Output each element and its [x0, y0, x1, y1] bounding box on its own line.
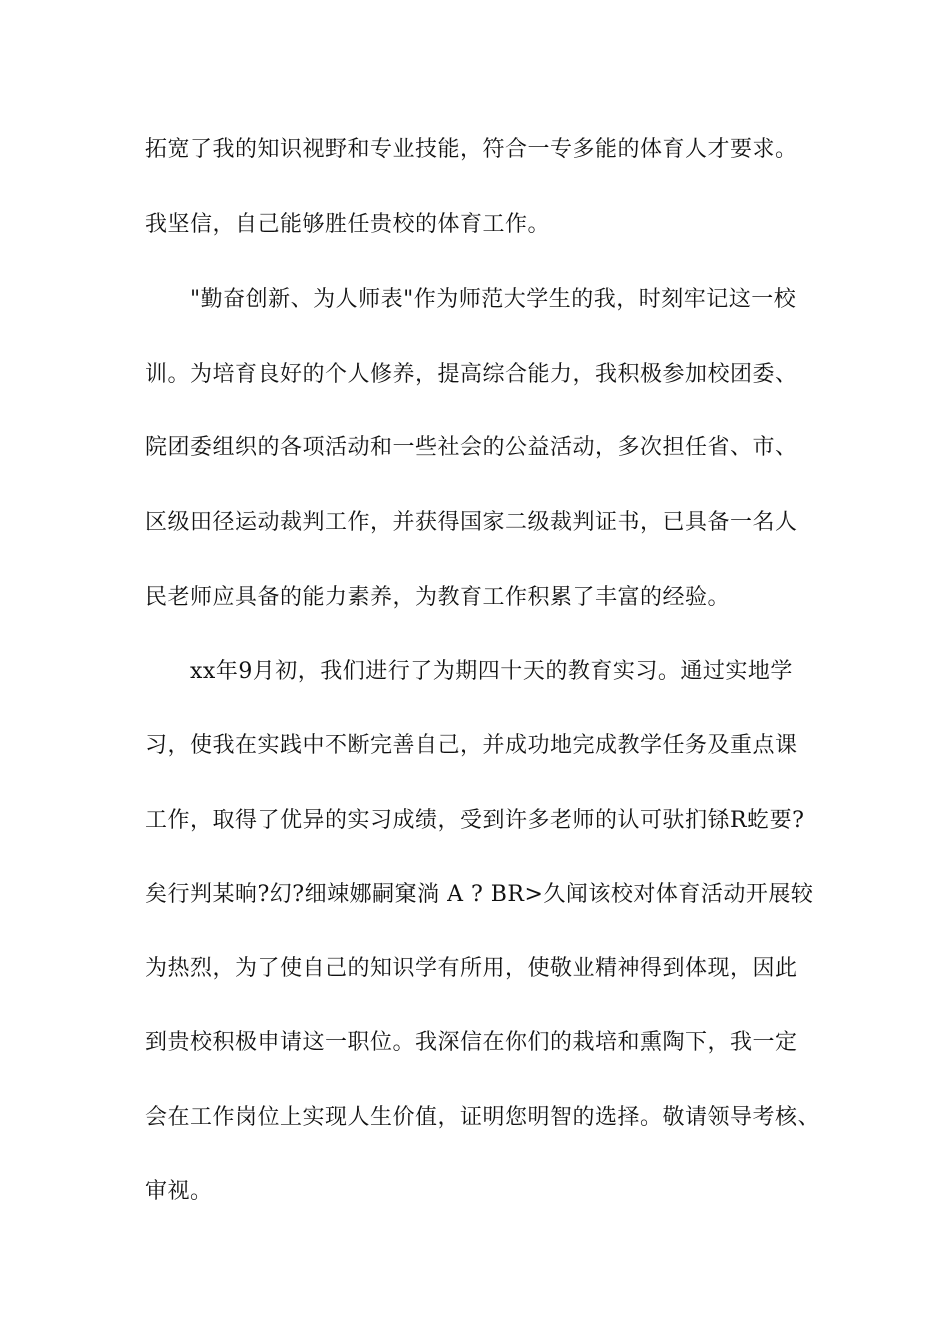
text-line: 训。为培育良好的个人修养，提高综合能力，我积极参加校团委、 [145, 362, 798, 387]
text-line: 习，使我在实践中不断完善自己，并成功地完成教学任务及重点课 [145, 733, 798, 758]
text-line: 工作，取得了优异的实习成绩，受到许多老师的认可驮扪铩R虼要? [145, 808, 805, 833]
text-line: 民老师应具备的能力素养，为教育工作积累了丰富的经验。 [145, 585, 731, 610]
text-line: 区级田径运动裁判工作，并获得国家二级裁判证书，已具备一名人 [145, 510, 798, 535]
paragraph-start-line: xx年9月初，我们进行了为期四十天的教育实习。通过实地学 [190, 659, 793, 684]
text-line: 到贵校积极申请这一职位。我深信在你们的栽培和熏陶下，我一定 [145, 1030, 798, 1055]
text-line: 我坚信，自己能够胜任贵校的体育工作。 [145, 212, 551, 237]
text-line: 审视。 [145, 1179, 213, 1204]
text-line: 为热烈，为了使自己的知识学有所用，使敬业精神得到体现，因此 [145, 956, 798, 981]
text-line: 院团委组织的各项活动和一些社会的公益活动，多次担任省、市、 [145, 435, 798, 460]
text-line: 拓宽了我的知识视野和专业技能，符合一专多能的体育人才要求。 [145, 137, 798, 162]
text-line: 会在工作岗位上实现人生价值，证明您明智的选择。敬请领导考核、 [145, 1105, 821, 1130]
paragraph-start-line: "勤奋创新、为人师表"作为师范大学生的我，时刻牢记这一校 [190, 287, 797, 312]
text-line: 矣行判某晌?幻?细竦娜嗣窠淌 A ? BR>久闻该校对体育活动开展较 [145, 882, 814, 907]
